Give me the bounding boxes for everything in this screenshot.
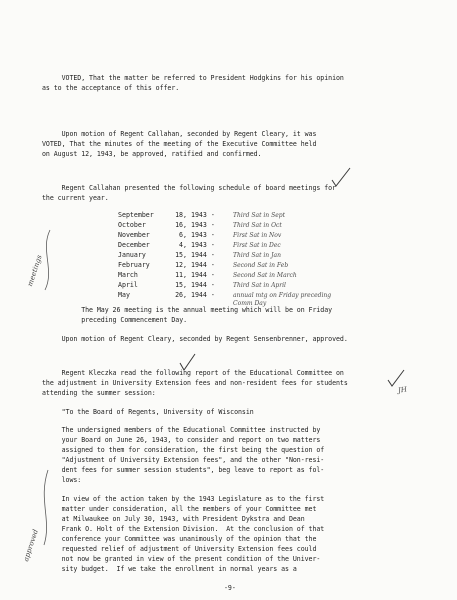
handwritten-note: Third Sat in Oct bbox=[232, 222, 282, 229]
schedule-year: 1944 - bbox=[190, 261, 215, 269]
report-para-1-line-5: dent fees for summer session students", beg leave to report as fol- bbox=[42, 466, 325, 474]
check-mark-icon bbox=[388, 370, 404, 386]
check-mark-icon bbox=[332, 168, 350, 186]
schedule-month: February bbox=[118, 261, 150, 269]
schedule-day: 11, bbox=[175, 271, 187, 279]
handwritten-note: First Sat in Nov bbox=[232, 232, 282, 239]
schedule-month: October bbox=[118, 221, 146, 229]
margin-initials: JH bbox=[397, 385, 408, 395]
schedule-day: 12, bbox=[175, 261, 187, 269]
report-para-2-line-6: requested relief of adjustment of University Extension fees could bbox=[42, 545, 317, 553]
margin-bracket-icon bbox=[44, 470, 48, 545]
report-salutation: "To the Board of Regents, University of Wisconsin bbox=[42, 408, 254, 416]
schedule-year: 1944 - bbox=[190, 291, 215, 299]
minutes-motion-line-1: Upon motion of Regent Callahan, seconded by Regent Cleary, it was bbox=[42, 130, 317, 138]
page-number: -9- bbox=[224, 584, 236, 592]
report-para-1-line-2: your Board on June 26, 1943, to consider and report on two matters bbox=[42, 436, 321, 444]
report-para-2-line-5: conference your Committee was unanimously of the opinion that the bbox=[42, 535, 317, 543]
schedule-intro-line-2: the current year. bbox=[42, 194, 109, 202]
check-mark-icon bbox=[180, 354, 195, 370]
schedule-month: May bbox=[118, 291, 130, 299]
margin-note-lower: approved bbox=[22, 528, 40, 563]
schedule-month: March bbox=[118, 271, 138, 279]
handwritten-note: Third Sat in April bbox=[232, 282, 286, 289]
handwritten-note: Second Sat in Feb bbox=[232, 262, 289, 269]
report-intro-line-3: attending the summer session: bbox=[42, 389, 156, 397]
report-para-2-line-1: In view of the action taken by the 1943 Legislature as to the first bbox=[42, 495, 325, 503]
schedule-approval-motion: Upon motion of Regent Cleary, seconded by Regent Sensenbrenner, approved. bbox=[42, 335, 348, 343]
schedule-day: 4, bbox=[179, 241, 187, 249]
schedule-day: 26, bbox=[175, 291, 187, 299]
annual-meeting-note-line-1: The May 26 meeting is the annual meeting which will be on Friday bbox=[42, 306, 333, 314]
schedule-day: 16, bbox=[175, 221, 187, 229]
schedule-month: December bbox=[118, 241, 150, 249]
resolution-line-2: as to the acceptance of this offer. bbox=[42, 84, 180, 92]
report-para-2-line-7: not now be granted in view of the present condition of the Univer- bbox=[42, 555, 321, 563]
handwritten-note: First Sat in Dec bbox=[232, 242, 281, 249]
schedule-day: 6, bbox=[179, 231, 187, 239]
minutes-motion-line-3: on August 12, 1943, be approved, ratified and confirmed. bbox=[42, 150, 262, 158]
schedule-intro-line-1: Regent Callahan presented the following schedule of board meetings for bbox=[42, 184, 336, 192]
schedule-day: 15, bbox=[175, 281, 187, 289]
handwritten-note: Comm Day bbox=[232, 300, 267, 307]
report-intro-line-2: the adjustment in University Extension fees and non-resident fees for students bbox=[42, 379, 348, 387]
report-para-2-line-4: Frank O. Holt of the Extension Division. At the conclusion of that bbox=[42, 525, 325, 533]
report-para-1-line-3: assigned to them for consideration, the first being the question of bbox=[42, 446, 325, 454]
schedule-year: 1944 - bbox=[190, 281, 215, 289]
handwritten-note: Second Sat in March bbox=[232, 272, 297, 279]
schedule-day: 18, bbox=[175, 211, 187, 219]
minutes-motion-line-2: VOTED, That the minutes of the meeting of the Executive Committee held bbox=[42, 140, 317, 148]
report-para-1-line-1: The undersigned members of the Educational Committee instructed by bbox=[42, 426, 321, 434]
handwritten-note: annual mtg on Friday preceding bbox=[232, 292, 332, 299]
schedule-year: 1944 - bbox=[190, 271, 215, 279]
schedule-year: 1943 - bbox=[190, 231, 215, 239]
schedule-year: 1943 - bbox=[190, 211, 215, 219]
report-para-2-line-8: sity budget. If we take the enrollment in normal years as a bbox=[42, 565, 297, 573]
annual-meeting-note-line-2: preceding Commencement Day. bbox=[42, 316, 188, 324]
schedule-day: 15, bbox=[175, 251, 187, 259]
schedule-month: November bbox=[118, 231, 150, 239]
report-para-2-line-2: matter under consideration, all the members of your Committee met bbox=[42, 505, 317, 513]
report-para-1-line-6: lows: bbox=[42, 476, 82, 484]
report-intro-line-1: Regent Kleczka read the following report of the Educational Committee on bbox=[42, 369, 344, 377]
schedule-year: 1943 - bbox=[190, 241, 215, 249]
schedule-year: 1943 - bbox=[190, 221, 215, 229]
report-para-2-line-3: at Milwaukee on July 30, 1943, with President Dykstra and Dean bbox=[42, 515, 305, 523]
schedule-year: 1944 - bbox=[190, 251, 215, 259]
handwritten-note: Third Sat in Jan bbox=[232, 252, 281, 259]
margin-bracket-icon bbox=[45, 230, 50, 290]
resolution-line-1: VOTED, That the matter be referred to President Hodgkins for his opinion bbox=[42, 74, 344, 82]
handwritten-note: Third Sat in Sept bbox=[232, 212, 285, 219]
report-para-1-line-4: "Adjustment of University Extension fees", and the other "Non-resi- bbox=[42, 456, 325, 464]
schedule-month: September bbox=[118, 211, 154, 219]
schedule-month: January bbox=[118, 251, 146, 259]
margin-note-upper: meetings bbox=[26, 254, 44, 288]
schedule-month: April bbox=[118, 281, 138, 289]
